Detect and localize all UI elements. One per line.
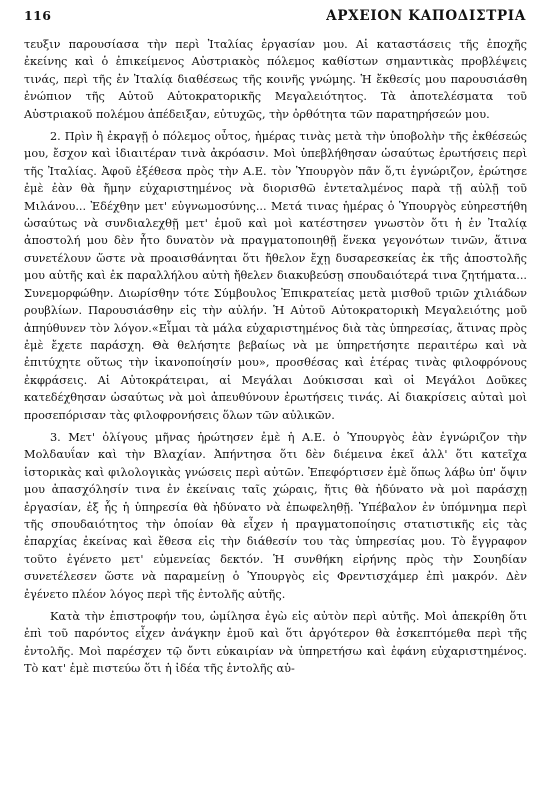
running-title: ΑΡΧΕΙΟΝ ΚΑΠΟΔΙΣΤΡΙΑ [326,8,526,24]
paragraph-4: Κατὰ τὴν ἐπιστροφήν του, ὡμίλησα ἐγὼ εἰς αὐτὸν περὶ αὐτῆς. Μοὶ ἀπεκρίθη ὅτι ἐπὶ τοῦ παρόντος εἶχεν ἀνάγκην ἐμοῦ καὶ ὅτι ἀργότερον θὰ ἐσκεπτόμεθα περὶ τῆς ἐντολῆς. Μοὶ παρέσχεν τῷ ὄντι εὐκαιρίαν νὰ ὑπηρετήσω καὶ ἐφάνη εὐχαριστημένος. Τὸ κατ' ἐμὲ πιστεύω ὅτι ἡ ἰδέα τῆς ἐντολῆς αὐ- [24,610,527,676]
page-number: 116 [24,8,52,23]
paragraph-continuation: τευξιν παρουσίασα τὴν περὶ Ἰταλίας ἐργασίαν μου. Αἱ καταστάσεις τῆς ἐποχῆς ἐκείνης καὶ ὁ ἐπικείμενος Αὐστριακὸς πόλεμος καθίστων σημαντικὰς προβλέψεις τινάς, περὶ τῆς ἐν Ἰταλίᾳ διαθέσεως τῆς κοινῆς γνώμης. Ἡ ἔκθεσίς μου παρουσιάσθη ἐνώπιον τῆς Αὐτοῦ Αὐτοκρατορικῆς Μεγαλειότητος. Τὰ ἀποτελέσματα τοῦ Αὐστριακοῦ πολέμου ἀπέδειξαν, εὐτυχῶς, τὴν ὀρθότητα τῶν παρατηρήσεών μου. [24,38,527,121]
paragraph-3: 3. Μετ' ὀλίγους μῆνας ἠρώτησεν ἐμὲ ἡ Α.Ε. ὁ Ὑπουργὸς ἐὰν ἐγνώριζον τὴν Μολδαυΐαν καὶ τὴν Βλαχίαν. Ἀπήντησα ὅτι δὲν διέμεινα ἐκεῖ ἀλλ' ὅτι κατεῖχα ἱστορικὰς καὶ φιλολογικὰς γνώσεις περὶ αὐτῶν. Ἐπεφόρτισεν ἐμὲ ὅπως λάβω ὑπ' ὄψιν μου ἀπασχόλησίν τινα ἐν ἐκείναις ταῖς χώραις, ἥτις θὰ ἠδύνατο νὰ μοὶ παράσχῃ ἐργασίαν, ἐξ ἧς ἡ ὑπηρεσία θὰ ἠδύνατο νὰ ἐπωφεληθῇ. Ὑπέβαλον ἐν ὑπόμνημα περὶ τῆς σπουδαιότητος τὴν ὁποίαν θὰ εἶχεν ἡ πραγματοποίησις στατιστικῆς εἰς τὰς ἐπαρχίας ἐκείνας καὶ ἔθεσα εἰς τὴν διάθεσίν του τὰς ὑπηρεσίας μου. Τὸ ἔγγραφον τοῦτο ἐγένετο μετ' εὐμενείας δεκτόν. Ἡ συνθήκη εἰρήνης πρὸς τὴν Σουηδίαν συνετέλεσεν ὥστε νὰ παραμείνῃ ὁ Ὑπουργὸς εἰς Φρεντισχάμερ ἐπὶ μακρόν. Δὲν ἐγένετο πλέον λόγος περὶ τῆς ἐντολῆς αὐτῆς. [24,430,527,601]
paragraph-2: 2. Πρὶν ἢ ἐκραγῇ ὁ πόλεμος οὗτος, ἡμέρας τινὰς μετὰ τὴν ὑποβολὴν τῆς ἐκθέσεώς μου, ἔσχον καὶ ἰδιαιτέραν τινὰ ἀκρόασιν. Μοὶ ὑπεβλήθησαν ὡσαύτως ἐρωτήσεις περὶ τῆς Ἰταλίας. Ἀφοῦ ἐξέθεσα πρὸς τὴν Α.Ε. τὸν Ὑπουργὸν πᾶν ὅ,τι ἐγνώριζον, ἐρώτησε ἐμὲ ἐὰν θὰ ἤμην εὐχαριστημένος νὰ διορισθῶ ἐντεταλμένος παρὰ τῇ αὐλῇ τοῦ Μιλάνου... Ἐδέχθην μετ' εὐγνωμοσύνης... Μετά τινας ἡμέρας ὁ Ὑπουργὸς εὐηρεστήθη ὡσαύτως νὰ συνδιαλεχθῇ μετ' ἐμοῦ καὶ μοὶ κατέστησεν γνωστὸν ὅτι ἡ ἐν Ἰταλίᾳ ἀποστολή μου δὲν ἦτο δυνατὸν νὰ πραγματοποιηθῇ ἕνεκα γεγονότων τινῶν, ἅτινα συνετέλουν ὥστε νὰ προαισθάνηται ὅτι ἤθελον ἔχῃ δυσαρεσκείας ἐκ τῆς ἀποστολῆς μου αὐτῆς καὶ ἐκ παραλλήλου αὐτὴ ἤθελεν διακυβεύσῃ σπουδαιότερά τινα ζητήματα... Συνεμορφώθην. Διωρίσθην τότε Σύμβουλος Ἐπικρατείας μετὰ μισθοῦ τριῶν χιλιάδων ρουβλίων. Παρουσιάσθην εἰς τὴν αὐλήν. Ἡ Αὐτοῦ Αὐτοκρατορικὴ Μεγαλειότης μοῦ ἀπηύθυνεν τὸν λόγον.«Εἶμαι τὰ μάλα εὐχαριστημένος διὰ τὰς ὑπηρεσίας, ἅτινας πρὸς ἐμὲ ἔχετε παράσχη. Θὰ θελήσητε βεβαίως νὰ με ὑπηρετήσητε περαιτέρω καὶ νὰ ἐπιτύχητε οὕτως τὴν ἱκανοποίησίν μου», προσθέσας καὶ ἑτέρας τινὰς φιλοφρόνους ἐκφράσεις. Αἱ Αὐτοκράτειραι, αἱ Μεγάλαι Δούκισσαι καὶ οἱ Μεγάλοι Δοῦκες κατεδέχθησαν ὡσαύτως νὰ μοὶ ἀπευθύνουν ἐρωτήσεις τινάς. Αἱ διακρίσεις αὐταὶ μοὶ προσεπόρισαν τὰς φιλοφρονήσεις ὅλων τῶν αὐλικῶν. [24,130,527,422]
body-text [24,36,527,683]
page-header [24,8,526,28]
